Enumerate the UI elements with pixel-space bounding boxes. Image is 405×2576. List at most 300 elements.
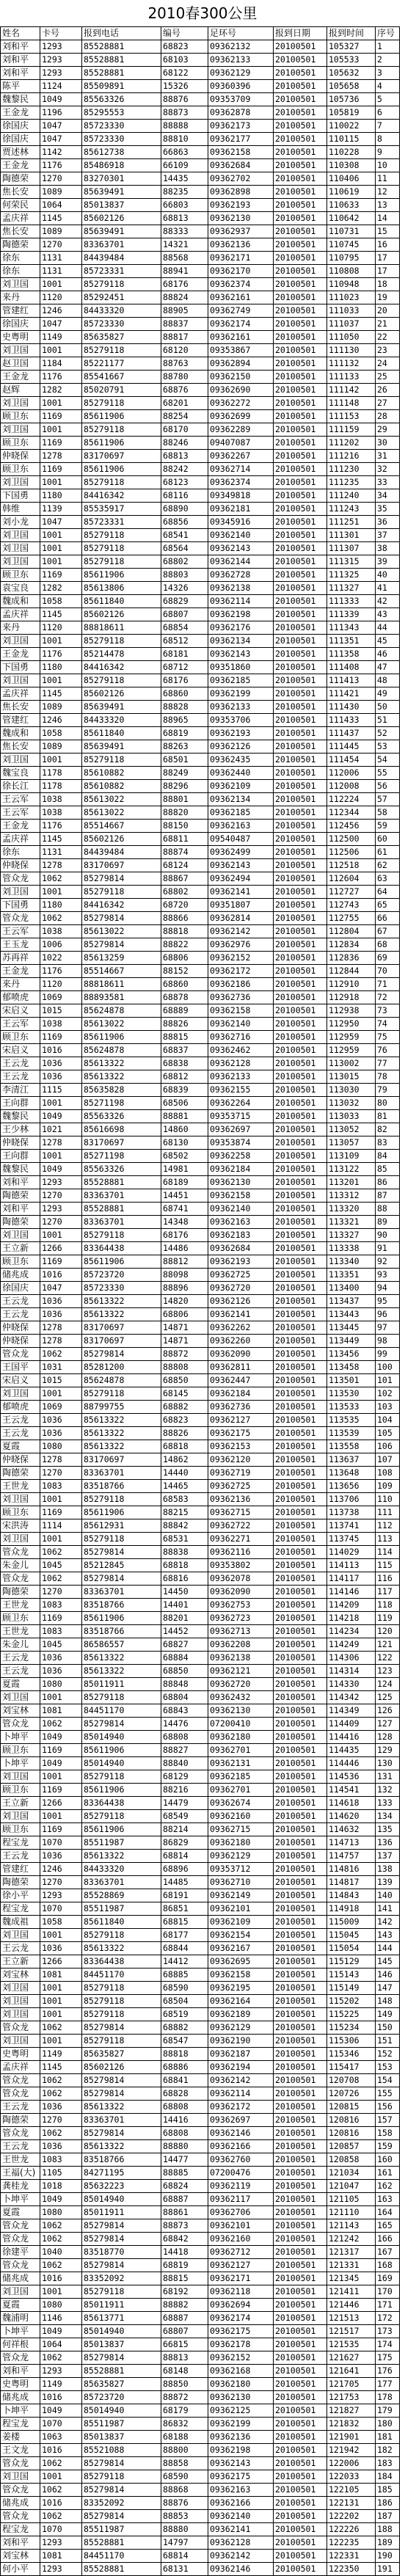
cell-seq: 89 (376, 1216, 400, 1229)
cell-seq: 131 (376, 1770, 400, 1784)
cell-phone: 85271198 (82, 1150, 161, 1163)
cell-name: 郁喷虎 (1, 991, 40, 1004)
table-row (1, 384, 400, 397)
cell-ring: 09362208 (208, 1638, 274, 1652)
cell-card: 1278 (40, 1136, 82, 1150)
cell-time: 112834 (327, 938, 376, 952)
cell-card: 1169 (40, 569, 82, 582)
cell-phone: 83352092 (82, 2272, 161, 2285)
cell-phone: 83363701 (82, 1216, 161, 1229)
cell-code: 68148 (161, 2365, 208, 2378)
table-row (1, 2550, 400, 2563)
cell-date: 20100501 (274, 1203, 327, 1216)
cell-card: 1001 (40, 476, 82, 489)
table-row (1, 569, 400, 582)
cell-time: 114342 (327, 1691, 376, 1704)
cell-phone: 85613322 (82, 1057, 161, 1070)
cell-code: 68116 (161, 489, 208, 503)
cell-seq: 113 (376, 1533, 400, 1546)
cell-card: 1001 (40, 1493, 82, 1506)
cell-ring: 09362713 (208, 1625, 274, 1638)
cell-seq: 80 (376, 1097, 400, 1110)
cell-phone: 84451170 (82, 1969, 161, 1982)
cell-name: 刘卫国 (1, 1810, 40, 1823)
cell-time: 111408 (327, 661, 376, 674)
cell-ring: 09362152 (208, 952, 274, 965)
cell-phone: 85639491 (82, 740, 161, 754)
table-row (1, 1638, 400, 1652)
cell-ring: 09362168 (208, 2365, 274, 2378)
table-row (1, 2497, 400, 2510)
cell-phone: 85613322 (82, 1850, 161, 1863)
cell-ring: 09362187 (208, 2048, 274, 2061)
cell-name: 来丹 (1, 978, 40, 991)
cell-time: 113706 (327, 1493, 376, 1506)
cell-date: 20100501 (274, 252, 327, 265)
cell-phone: 85611906 (82, 1744, 161, 1757)
cell-date: 20100501 (274, 2180, 327, 2193)
cell-seq: 42 (376, 595, 400, 608)
cell-time: 105533 (327, 54, 376, 67)
cell-seq: 50 (376, 701, 400, 714)
cell-name: 王云龙 (1, 1057, 40, 1070)
cell-date: 20100501 (274, 1070, 327, 1084)
cell-ring: 09362138 (208, 582, 274, 595)
cell-ring: 09362163 (208, 1216, 274, 1229)
cell-phone: 85279118 (82, 1691, 161, 1704)
cell-date: 20100501 (274, 2536, 327, 2550)
cell-code: 68819 (161, 727, 208, 740)
cell-phone: 85528881 (82, 54, 161, 67)
cell-date: 20100501 (274, 1625, 327, 1638)
cell-code: 14860 (161, 1123, 208, 1136)
cell-time: 111033 (327, 304, 376, 318)
table-row (1, 621, 400, 635)
cell-phone: 85014940 (82, 1731, 161, 1744)
cell-code: 14452 (161, 1625, 208, 1638)
cell-date: 20100501 (274, 1559, 327, 1572)
cell-time: 115306 (327, 2035, 376, 2048)
cell-seq: 163 (376, 2193, 400, 2206)
cell-time: 112344 (327, 806, 376, 820)
cell-code: 88763 (161, 357, 208, 371)
cell-card: 1178 (40, 767, 82, 780)
cell-code: 88838 (161, 1546, 208, 1559)
cell-date: 20100501 (274, 423, 327, 437)
table-row (1, 1559, 400, 1572)
cell-card: 1293 (40, 1203, 82, 1216)
cell-code: 68804 (161, 1691, 208, 1704)
cell-card: 1016 (40, 2272, 82, 2285)
cell-phone: 85611906 (82, 1612, 161, 1625)
table-row (1, 1440, 400, 1453)
cell-phone: 85613022 (82, 925, 161, 938)
cell-time: 122235 (327, 2536, 376, 2550)
cell-card: 1049 (40, 2404, 82, 2418)
cell-time: 113052 (327, 1123, 376, 1136)
cell-phone: 85613322 (82, 1070, 161, 1084)
cell-phone: 85602126 (82, 212, 161, 225)
cell-ring: 07200410 (208, 1718, 274, 1731)
cell-name: 王金龙 (1, 371, 40, 384)
table-row (1, 2431, 400, 2444)
cell-seq: 34 (376, 489, 400, 503)
cell-code: 68829 (161, 595, 208, 608)
cell-seq: 17 (376, 252, 400, 265)
cell-phone: 88818611 (82, 621, 161, 635)
cell-card: 1070 (40, 1902, 82, 1916)
cell-ring: 09362171 (208, 252, 274, 265)
cell-ring: 09362374 (208, 278, 274, 291)
cell-time: 114349 (327, 1704, 376, 1718)
table-row (1, 1110, 400, 1123)
cell-card: 1062 (40, 2510, 82, 2523)
cell-card: 1169 (40, 1823, 82, 1836)
cell-ring: 09362116 (208, 1546, 274, 1559)
cell-card: 1001 (40, 278, 82, 291)
cell-time: 111202 (327, 437, 376, 450)
cell-name: 朱金儿 (1, 1559, 40, 1572)
cell-code: 14797 (161, 2536, 208, 2550)
cell-date: 20100501 (274, 754, 327, 767)
cell-card: 1176 (40, 965, 82, 978)
cell-card: 1001 (40, 1097, 82, 1110)
cell-seq: 174 (376, 2338, 400, 2351)
cell-time: 113321 (327, 1216, 376, 1229)
cell-seq: 57 (376, 793, 400, 806)
cell-code: 68886 (161, 2061, 208, 2074)
cell-seq: 48 (376, 674, 400, 687)
cell-ring: 09362174 (208, 2312, 274, 2325)
cell-time: 115045 (327, 1929, 376, 1942)
cell-seq: 64 (376, 886, 400, 899)
cell-ring: 09362185 (208, 1770, 274, 1784)
cell-code: 68807 (161, 608, 208, 621)
table-row (1, 159, 400, 172)
cell-code: 88837 (161, 318, 208, 331)
cell-date: 20100501 (274, 1916, 327, 1929)
cell-card: 1139 (40, 503, 82, 516)
cell-seq: 138 (376, 1863, 400, 1876)
cell-seq: 116 (376, 1572, 400, 1586)
cell-date: 20100501 (274, 569, 327, 582)
cell-date: 20100501 (274, 648, 327, 661)
cell-time: 113533 (327, 1401, 376, 1414)
cell-seq: 54 (376, 754, 400, 767)
cell-ring: 09362142 (208, 2074, 274, 2087)
cell-time: 114816 (327, 1863, 376, 1876)
cell-name: 管建红 (1, 1863, 40, 1876)
table-row (1, 344, 400, 357)
cell-ring: 09360396 (208, 80, 274, 93)
cell-card: 1049 (40, 1110, 82, 1123)
cell-ring: 09362126 (208, 1295, 274, 1308)
cell-name: 王云龙 (1, 1942, 40, 1955)
cell-phone: 85613322 (82, 1665, 161, 1678)
cell-time: 110633 (327, 199, 376, 212)
cell-time: 121143 (327, 2219, 376, 2233)
cell-ring: 09362262 (208, 1321, 274, 1335)
cell-ring: 09362138 (208, 1652, 274, 1665)
cell-seq: 186 (376, 2497, 400, 2510)
cell-seq: 187 (376, 2510, 400, 2523)
cell-time: 121411 (327, 2285, 376, 2299)
cell-time: 114029 (327, 1546, 376, 1559)
cell-time: 112844 (327, 965, 376, 978)
cell-date: 20100501 (274, 1929, 327, 1942)
cell-card: 1062 (40, 1348, 82, 1361)
cell-date: 20100501 (274, 1942, 327, 1955)
cell-time: 115225 (327, 2008, 376, 2021)
cell-ring: 09362193 (208, 1255, 274, 1269)
cell-time: 105819 (327, 106, 376, 120)
cell-card: 1058 (40, 595, 82, 608)
cell-time: 121641 (327, 2365, 376, 2378)
cell-date: 20100501 (274, 1414, 327, 1427)
cell-phone: 85613022 (82, 806, 161, 820)
cell-ring: 09362701 (208, 1744, 274, 1757)
cell-code: 14981 (161, 1163, 208, 1176)
cell-name: 刘卫国 (1, 1691, 40, 1704)
cell-code: 88817 (161, 331, 208, 344)
cell-ring: 09362494 (208, 872, 274, 886)
cell-date: 20100501 (274, 120, 327, 133)
cell-name: 储兆成 (1, 1269, 40, 1282)
cell-seq: 22 (376, 331, 400, 344)
cell-name: 刘卫国 (1, 1229, 40, 1242)
table-row (1, 2180, 400, 2193)
cell-name: 王云军 (1, 925, 40, 938)
cell-seq: 91 (376, 1242, 400, 1255)
cell-time: 121034 (327, 2167, 376, 2180)
cell-seq: 181 (376, 2431, 400, 2444)
cell-date: 20100501 (274, 238, 327, 252)
cell-phone: 83363701 (82, 1189, 161, 1203)
cell-name: 刘卫国 (1, 423, 40, 437)
cell-seq: 93 (376, 1269, 400, 1282)
table-row (1, 291, 400, 304)
table-row (1, 93, 400, 106)
cell-code: 88246 (161, 437, 208, 450)
cell-time: 114218 (327, 1612, 376, 1625)
cell-time: 121345 (327, 2272, 376, 2285)
cell-code: 68813 (161, 212, 208, 225)
cell-phone: 85521088 (82, 2444, 161, 2457)
cell-time: 112224 (327, 793, 376, 806)
cell-name: 龚桂龙 (1, 2180, 40, 2193)
cell-code: 88850 (161, 2378, 208, 2391)
cell-phone: 85639491 (82, 225, 161, 238)
cell-card: 1062 (40, 2484, 82, 2497)
cell-ring: 09362432 (208, 1691, 274, 1704)
cell-phone: 83518770 (82, 2246, 161, 2259)
cell-code: 14450 (161, 1586, 208, 1599)
cell-name: 韩维 (1, 503, 40, 516)
cell-time: 120857 (327, 2140, 376, 2153)
cell-seq: 168 (376, 2259, 400, 2272)
cell-ring: 09362161 (208, 331, 274, 344)
cell-seq: 133 (376, 1797, 400, 1810)
table-row (1, 2510, 400, 2523)
cell-phone: 83518766 (82, 2153, 161, 2167)
cell-code: 14348 (161, 1216, 208, 1229)
cell-phone: 85535917 (82, 503, 161, 516)
cell-ring: 09362176 (208, 621, 274, 635)
cell-card: 1169 (40, 410, 82, 423)
cell-card: 1169 (40, 1784, 82, 1797)
table-row (1, 516, 400, 529)
cell-code: 68131 (161, 2563, 208, 2576)
cell-time: 111230 (327, 463, 376, 476)
cell-time: 111216 (327, 450, 376, 463)
table-row (1, 2523, 400, 2536)
cell-phone: 85613322 (82, 2101, 161, 2114)
table-row (1, 754, 400, 767)
table-row (1, 1031, 400, 1044)
cell-date: 20100501 (274, 1797, 327, 1810)
cell-code: 68590 (161, 1982, 208, 1995)
cell-code: 88941 (161, 265, 208, 278)
cell-phone: 85013837 (82, 2431, 161, 2444)
cell-date: 20100501 (274, 2219, 327, 2233)
cell-name: 王向群 (1, 1097, 40, 1110)
cell-card: 1278 (40, 1335, 82, 1348)
cell-code: 88818 (161, 2048, 208, 2061)
cell-card: 1169 (40, 463, 82, 476)
table-row (1, 238, 400, 252)
cell-time: 113745 (327, 1533, 376, 1546)
cell-seq: 107 (376, 1453, 400, 1467)
cell-name: 姜楼 (1, 2431, 40, 2444)
cell-seq: 52 (376, 727, 400, 740)
cell-ring: 09362153 (208, 1440, 274, 1453)
cell-card: 1270 (40, 1876, 82, 1889)
cell-phone: 85014940 (82, 2404, 161, 2418)
cell-time: 111454 (327, 754, 376, 767)
cell-name: 王云龙 (1, 2140, 40, 2153)
cell-time: 113741 (327, 1519, 376, 1533)
cell-ring: 09362264 (208, 1097, 274, 1110)
cell-time: 122202 (327, 2510, 376, 2523)
cell-time: 111240 (327, 489, 376, 503)
cell-code: 88827 (161, 1744, 208, 1757)
cell-time: 112910 (327, 978, 376, 991)
cell-ring: 09362272 (208, 397, 274, 410)
cell-time: 112506 (327, 846, 376, 859)
cell-date: 20100501 (274, 1480, 327, 1493)
cell-code: 68823 (161, 40, 208, 54)
cell-time: 113456 (327, 1348, 376, 1361)
cell-ring: 09362435 (208, 754, 274, 767)
cell-date: 20100501 (274, 1784, 327, 1797)
cell-ring: 09362141 (208, 1308, 274, 1321)
cell-card: 1080 (40, 1678, 82, 1691)
cell-phone: 85279118 (82, 344, 161, 357)
cell-seq: 45 (376, 635, 400, 648)
cell-code: 68103 (161, 54, 208, 67)
cell-date: 20100501 (274, 2563, 327, 2576)
cell-time: 112456 (327, 820, 376, 833)
header-seq: 序号 (376, 27, 400, 40)
cell-ring: 09362158 (208, 1004, 274, 1018)
cell-phone: 85624878 (82, 1004, 161, 1018)
cell-name: 李清江 (1, 1084, 40, 1097)
cell-ring: 09349818 (208, 489, 274, 503)
cell-ring: 09353874 (208, 1136, 274, 1150)
cell-time: 111333 (327, 595, 376, 608)
cell-seq: 184 (376, 2470, 400, 2484)
cell-seq: 12 (376, 186, 400, 199)
cell-card: 1070 (40, 2523, 82, 2536)
cell-time: 112836 (327, 952, 376, 965)
cell-name: 卜坤平 (1, 1757, 40, 1770)
cell-seq: 170 (376, 2285, 400, 2299)
cell-seq: 58 (376, 806, 400, 820)
cell-code: 88873 (161, 2219, 208, 2233)
cell-time: 112743 (327, 899, 376, 912)
cell-code: 68882 (161, 2021, 208, 2035)
cell-ring: 09362133 (208, 1070, 274, 1084)
cell-date: 20100501 (274, 1018, 327, 1031)
table-row (1, 1942, 400, 1955)
cell-date: 20100501 (274, 225, 327, 238)
cell-name: 徐建平 (1, 2246, 40, 2259)
cell-date: 20100501 (274, 2431, 327, 2444)
cell-ring: 09362198 (208, 2444, 274, 2457)
cell-name: 顾卫东 (1, 437, 40, 450)
cell-phone: 83170697 (82, 1335, 161, 1348)
cell-seq: 121 (376, 1638, 400, 1652)
cell-code: 68824 (161, 2180, 208, 2193)
table-row (1, 1189, 400, 1203)
cell-ring: 09362183 (208, 1229, 274, 1242)
cell-code: 68122 (161, 67, 208, 80)
table-row (1, 1255, 400, 1269)
cell-code: 68816 (161, 1572, 208, 1586)
cell-time: 121832 (327, 2418, 376, 2431)
table-row (1, 2061, 400, 2074)
cell-seq: 85 (376, 1163, 400, 1176)
cell-code: 88150 (161, 820, 208, 833)
cell-date: 20100501 (274, 159, 327, 172)
cell-name: 管众龙 (1, 2074, 40, 2087)
table-row (1, 2391, 400, 2404)
cell-card: 1001 (40, 1982, 82, 1995)
cell-phone: 85279814 (82, 912, 161, 925)
cell-name: 刘卫国 (1, 1493, 40, 1506)
cell-card: 1062 (40, 2219, 82, 2233)
cell-time: 113320 (327, 1203, 376, 1216)
cell-seq: 3 (376, 67, 400, 80)
cell-code: 68827 (161, 1638, 208, 1652)
cell-time: 120858 (327, 2153, 376, 2167)
table-row (1, 1335, 400, 1348)
cell-name: 管众龙 (1, 2351, 40, 2365)
cell-date: 20100501 (274, 1097, 327, 1110)
cell-code: 68130 (161, 1136, 208, 1150)
cell-time: 110808 (327, 265, 376, 278)
cell-phone: 84451170 (82, 1704, 161, 1718)
cell-card: 1036 (40, 1057, 82, 1070)
cell-code: 14416 (161, 2114, 208, 2127)
cell-date: 20100501 (274, 1889, 327, 1902)
cell-ring: 09362160 (208, 1810, 274, 1823)
cell-date: 20100501 (274, 1493, 327, 1506)
cell-seq: 30 (376, 437, 400, 450)
cell-seq: 136 (376, 1836, 400, 1850)
cell-time: 114146 (327, 1586, 376, 1599)
cell-code: 88880 (161, 2523, 208, 2536)
